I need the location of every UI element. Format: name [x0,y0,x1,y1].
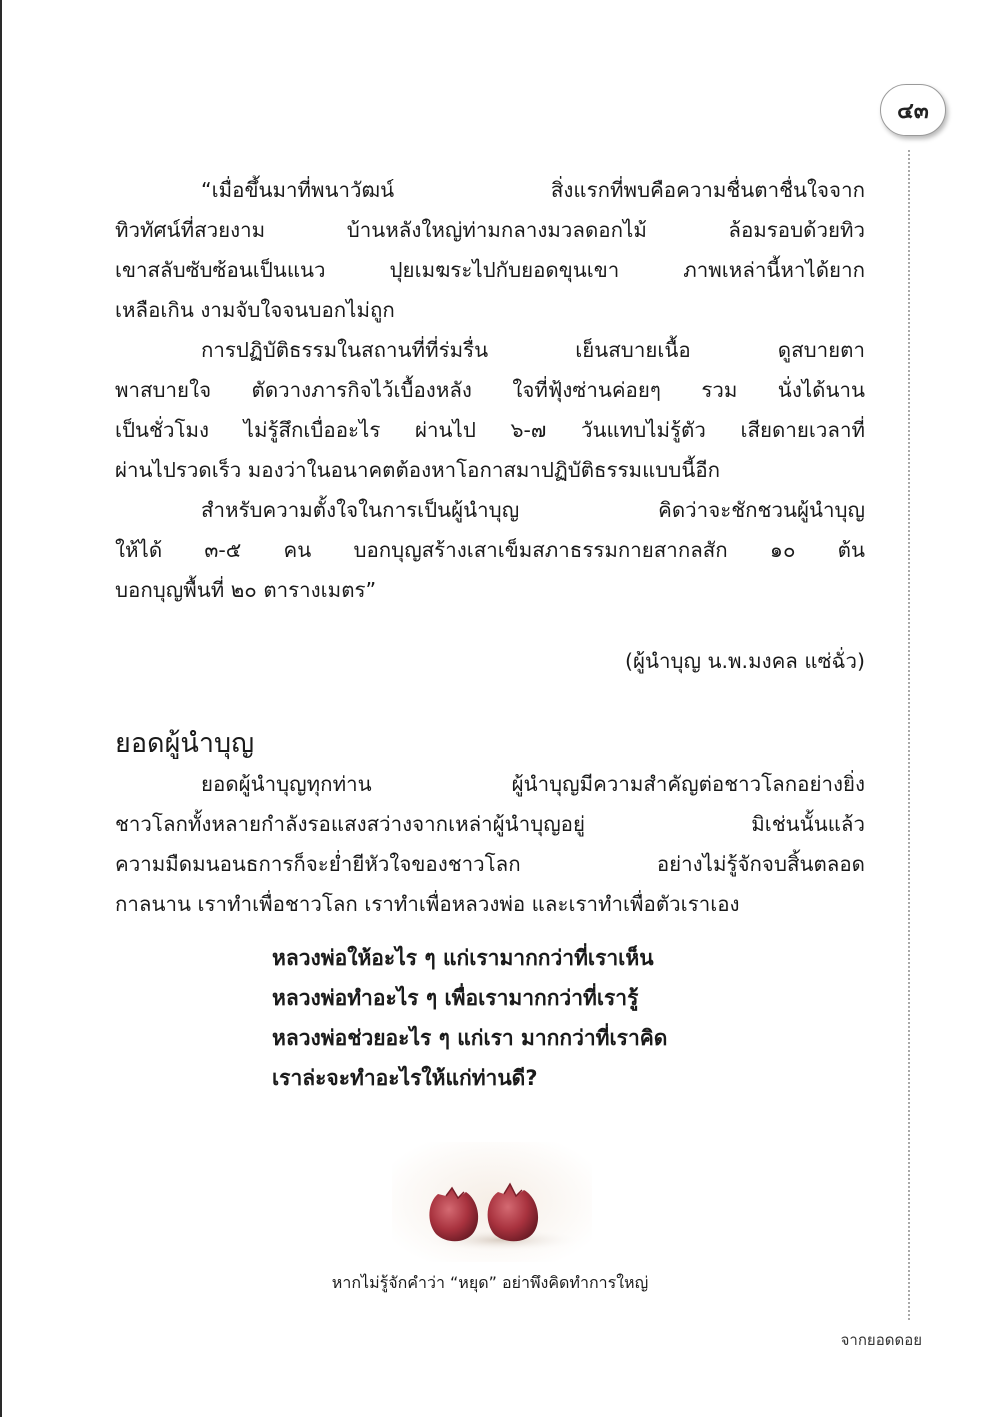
paragraph [115,490,865,610]
emphasis-line: หลวงพ่อช่วยอะไร ๆ แก่เรา มากกว่าที่เราคิด [272,1026,668,1050]
page-number: ๔๓ [897,98,929,124]
two-fruits-image [392,1142,592,1262]
footer-book-title: จากยอดดอย [840,1331,922,1349]
text-line: เป็นชั่วโมง ไม่รู้สึกเบื่ออะไร ผ่านไป ๖-๗ วันแทบไม่รู้ตัว เสียดายเวลาที่ [115,418,865,442]
text-line: เหลือเกิน งามจับใจจนบอกไม่ถูก [115,298,395,322]
text-line: สำหรับความตั้งใจในการเป็นผู้นำบุญ คิดว่าจะชักชวนผู้นำบุญ [201,498,865,522]
text-line: บอกบุญพื้นที่ ๒๐ ตารางเมตร” [115,578,377,602]
text-line: ทิวทัศน์ที่สวยงาม บ้านหลังใหญ่ท่ามกลางมวลดอกไม้ ล้อมรอบด้วยทิว [115,218,865,242]
text-line: พาสบายใจ ตัดวางภารกิจไว้เบื้องหลัง ใจที่ฟุ้งซ่านค่อยๆ รวม นั่งได้นาน [115,378,865,402]
text-line: เขาสลับซับซ้อนเป็นแนว ปุยเมฆระไปกับยอดขุนเขา ภาพเหล่านี้หาได้ยาก [115,258,865,282]
text-line: การปฏิบัติธรรมในสถานที่ที่ร่มรื่น เย็นสบายเนื้อ ดูสบายตา [201,338,865,362]
paragraph [115,170,865,330]
text-line: ยอดผู้นำบุญทุกท่าน ผู้นำบุญมีความสำคัญต่อชาวโลกอย่างยิ่ง [201,772,865,796]
section-paragraph [115,764,865,924]
paragraph [115,330,865,490]
text-line: ผ่านไปรวดเร็ว มองว่าในอนาคตต้องหาโอกาสมาปฏิบัติธรรมแบบนี้อีก [115,458,721,482]
dotted-margin-rule [908,150,910,1320]
image-caption: หากไม่รู้จักคำว่า “หยุด” อย่าพึงคิดทำการใหญ่ [331,1273,649,1292]
page-number-badge [880,84,946,136]
quote-body [115,170,865,610]
text-line: “เมื่อขึ้นมาที่พนาวัฒน์ สิ่งแรกที่พบคือความชื่นตาชื่นใจจาก [201,178,865,202]
emphasis-line: หลวงพ่อทำอะไร ๆ เพื่อเรามากกว่าที่เรารู้ [272,986,639,1010]
emphasis-line: หลวงพ่อให้อะไร ๆ แก่เรามากกว่าที่เราเห็น [272,946,654,970]
page-left-edge-rule [0,0,2,1417]
text-line: ความมืดมนอนธการก็จะย่ำยีหัวใจของชาวโลก อย่างไม่รู้จักจบสิ้นตลอด [115,852,865,876]
paragraph [115,764,865,924]
text-line: ให้ได้ ๓-๕ คน บอกบุญสร้างเสาเข็มสภาธรรมกายสากลสัก ๑๐ ต้น [115,538,865,562]
text-line: ชาวโลกทั้งหลายกำลังรอแสงสว่างจากเหล่าผู้นำบุญอยู่ มิเช่นนั้นแล้ว [115,812,865,836]
emphasis-line: เราล่ะจะทำอะไรให้แก่ท่านดี? [272,1066,538,1090]
quote-attribution: (ผู้นำบุญ น.พ.มงคล แซ่ฉั่ว) [624,649,865,673]
text-line: กาลนาน เราทำเพื่อชาวโลก เราทำเพื่อหลวงพ่อ และเราทำเพื่อตัวเราเอง [115,892,740,916]
section-heading: ยอดผู้นำบุญ [115,728,255,759]
emphasis-lines [272,938,667,1098]
